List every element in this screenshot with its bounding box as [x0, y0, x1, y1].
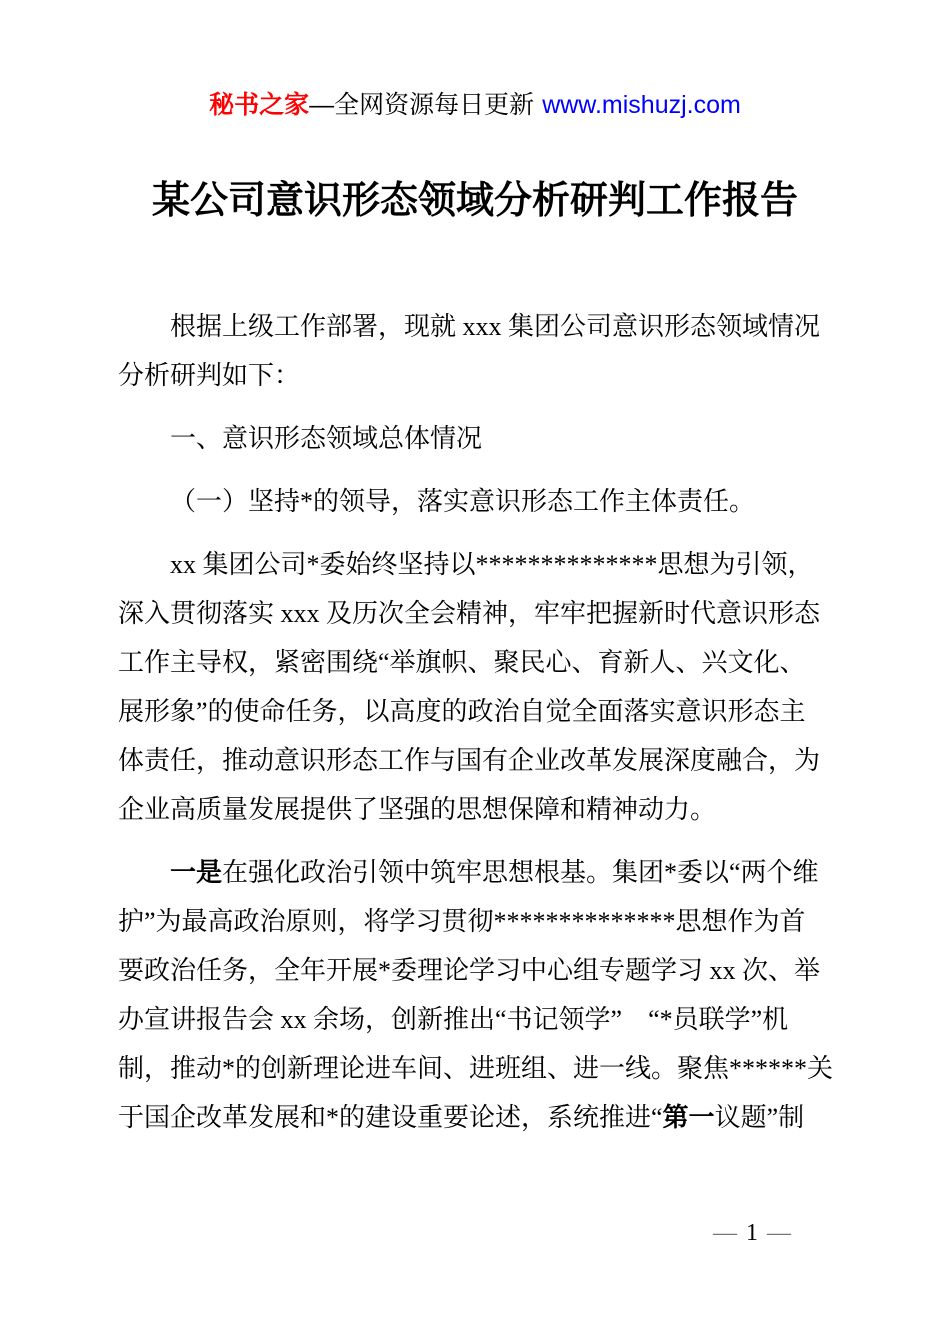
section-1-heading [118, 414, 830, 463]
text-line [118, 1044, 834, 1093]
text-segment: 企业高质量发展提供了坚强的思想保障和精神动力。 [118, 795, 717, 824]
text-segment: 制，推动*的创新理论进车间、进班组、进一线。聚焦******关 [118, 1054, 834, 1083]
text-segment: 体责任，推动意识形态工作与国有企业改革发展深度融合，为 [118, 746, 821, 775]
text-segment: 于国企改革发展和*的建设重要论述，系统推进“ [118, 1103, 663, 1132]
text-line [118, 946, 830, 995]
text-segment: （一）坚持*的领导，落实意识形态工作主体责任。 [170, 487, 756, 516]
text-segment: xx 集团公司*委始终坚持以**************思想为引领， [170, 550, 814, 579]
text-line [118, 302, 830, 351]
text-segment: 一、意识形态领域总体情况 [170, 424, 483, 453]
emphasis-text: 一是 [170, 858, 223, 887]
text-segment: 议题”制 [714, 1103, 805, 1132]
text-segment: 根据上级工作部署，现就 xxx 集团公司意识形态领域情况 [170, 312, 821, 341]
site-brand: 秘书之家 [209, 91, 310, 119]
site-tagline: —全网资源每日更新 [309, 91, 535, 119]
paragraph-yishi [118, 848, 834, 1142]
emphasis-text: 第一 [662, 1103, 715, 1132]
text-segment: 要政治任务，全年开展*委理论学习中心组专题学习 xx 次、举 [118, 956, 821, 985]
document-title: 某公司意识形态领域分析研判工作报告 [151, 180, 798, 222]
text-segment: 护”为最高政治原则，将学习贯彻**************思想作为首 [118, 907, 806, 936]
site-url-link[interactable]: www.mishuzj.com [542, 91, 741, 119]
text-line [118, 848, 830, 897]
text-segment: 展形象”的使命任务，以高度的政治自觉全面落实意识形态主 [118, 697, 806, 726]
subsection-1-1-heading [118, 477, 830, 526]
text-segment: 分析研判如下： [118, 361, 301, 390]
text-line [118, 897, 830, 946]
text-line [118, 540, 830, 589]
footer-page-number [704, 1218, 800, 1248]
text-segment: 工作主导权，紧密围绕“举旗帜、聚民心、育新人、兴文化、 [118, 648, 806, 677]
text-line [118, 736, 830, 785]
page-number-right-dash: — [767, 1220, 791, 1246]
text-segment: 深入贯彻落实 xxx 及历次全会精神，牢牢把握新时代意识形态 [118, 599, 821, 628]
site-header [0, 88, 950, 122]
page-number-value: 1 [746, 1220, 758, 1246]
text-line [118, 638, 830, 687]
page-number-left-dash: — [713, 1220, 737, 1246]
text-segment: 在强化政治引领中筑牢思想根基。集团*委以“两个维 [222, 858, 819, 887]
text-line [118, 414, 830, 463]
document-body [118, 302, 834, 1156]
text-line [118, 785, 830, 834]
text-line [118, 995, 830, 1044]
text-line [118, 477, 830, 526]
text-line [118, 687, 830, 736]
intro-paragraph [118, 302, 830, 400]
text-line [118, 589, 830, 638]
paragraph-overall [118, 540, 830, 834]
text-line [118, 1093, 830, 1142]
text-segment: 办宣讲报告会 xx 余场，创新推出“书记领学” “*员联学”机 [118, 1005, 789, 1034]
text-line [118, 351, 830, 400]
